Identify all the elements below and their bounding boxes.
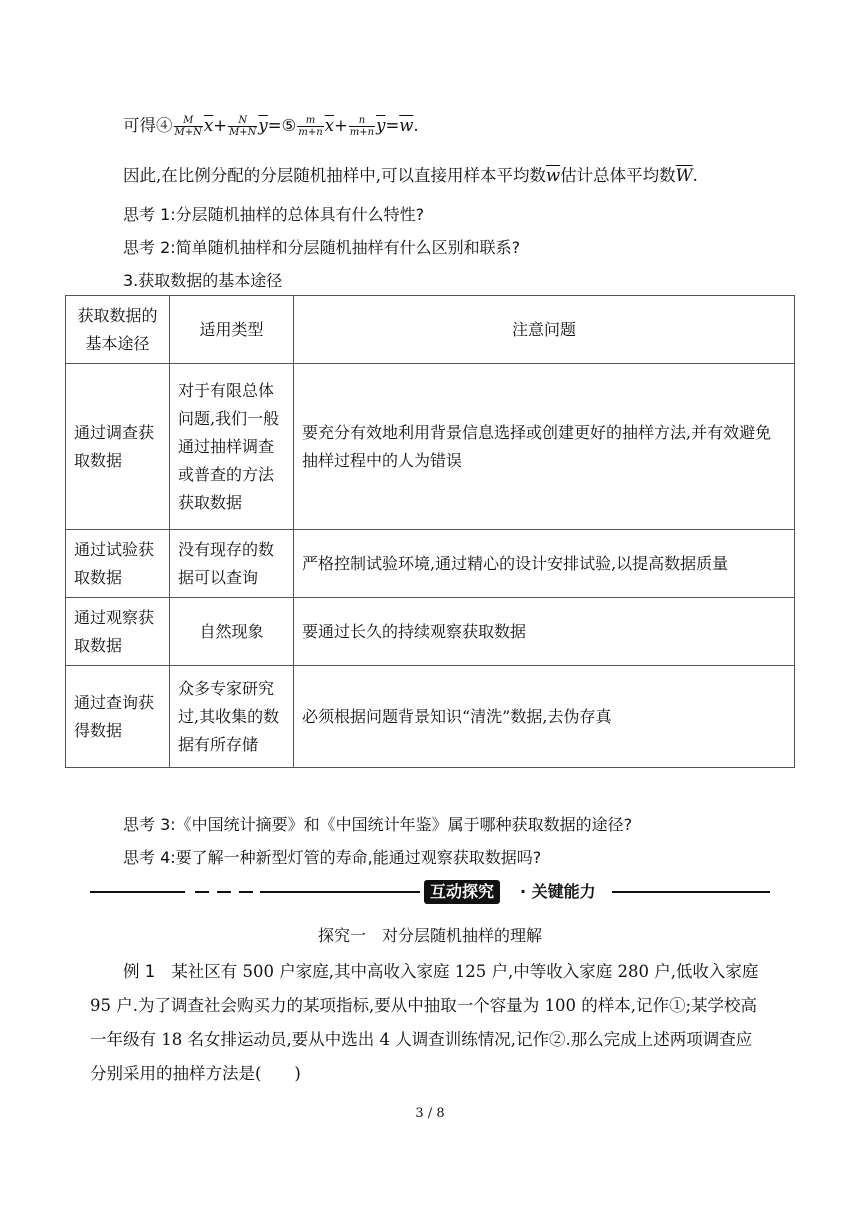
example-line-1: 例 1 某社区有 500 户家庭,其中高收入家庭 125 户,中等收入家庭 280 户,低收入家庭 (123, 962, 759, 981)
divider (195, 891, 209, 893)
table-cell: 严格控制试验环境,通过精心的设计安排试验,以提高数据质量 (294, 530, 795, 598)
table-cell: 通过查询获得数据 (66, 666, 170, 768)
table-cell: 要通过长久的持续观察获取数据 (294, 598, 795, 666)
table-cell: 通过调查获取数据 (66, 364, 170, 530)
page-number: 3 / 8 (415, 1106, 445, 1121)
banner-label: 互动探究 (424, 880, 500, 904)
table-header-cell: 注意问题 (294, 296, 795, 364)
example-label: 例 1 (123, 962, 156, 981)
fraction: $\frac{N}{M+N}$ (229, 115, 257, 138)
table-cell: 必须根据问题背景知识“清洗”数据,去伪存真 (294, 666, 795, 768)
example-line-3: 一年级有 18 名女排运动员,要从中选出 4 人调查训练情况,记作②.那么完成上述两项调查应 (90, 1030, 753, 1049)
section-banner (90, 880, 770, 904)
formula-line: 可得④ $\frac{M}{M+N}$ $\overline{x}+$ $\frac{N}{M+N}$ $\overline{y}=⑤$ $\frac{m}{m+n}$ $\overline{x}+$ $\frac{n}{m+n}$ $\overline{y}=\overline{w}$. (123, 115, 419, 138)
conclusion-line: 因此,在比例分配的分层随机抽样中,可以直接用样本平均数$\overline{w}$估计总体平均数$\overline{W}$. (123, 166, 698, 185)
table-row (66, 364, 795, 530)
table-header-cell: 适用类型 (170, 296, 294, 364)
example-line-4: 分别采用的抽样方法是( ) (90, 1064, 301, 1083)
think-question-4: 思考 4:要了解一种新型灯管的寿命,能通过观察获取数据吗? (123, 848, 542, 867)
banner-subtitle: · 关键能力 (520, 882, 596, 901)
table-cell: 众多专家研究过,其收集的数据有所存储 (170, 666, 294, 768)
divider (612, 891, 770, 893)
fraction: $\frac{m}{m+n}$ (298, 115, 323, 138)
fraction: $\frac{M}{M+N}$ (174, 115, 202, 138)
table-cell: 没有现存的数据可以查询 (170, 530, 294, 598)
data-acquisition-table (65, 295, 795, 768)
explore-title: 探究一 对分层随机抽样的理解 (317, 926, 542, 945)
table-header-row (66, 296, 795, 364)
section-title: 3.获取数据的基本途径 (123, 271, 283, 290)
divider (217, 891, 231, 893)
example-line-2: 95 户.为了调查社会购买力的某项指标,要从中抽取一个容量为 100 的样本,记作①;某学校高 (90, 996, 758, 1015)
divider (239, 891, 253, 893)
w-bar: $\overline{w}$ (399, 116, 414, 135)
table-cell: 通过观察获取数据 (66, 598, 170, 666)
table-row (66, 530, 795, 598)
table-row (66, 598, 795, 666)
table-cell: 自然现象 (170, 598, 294, 666)
table-cell: 对于有限总体问题,我们一般通过抽样调查或普查的方法获取数据 (170, 364, 294, 530)
table-cell: 通过试验获取数据 (66, 530, 170, 598)
fraction: $\frac{n}{m+n}$ (349, 115, 375, 138)
formula-prefix: 可得④ (123, 116, 173, 135)
divider (90, 891, 185, 893)
sample-mean-symbol: $\overline{w}$ (546, 166, 561, 185)
think-question-3: 思考 3:《中国统计摘要》和《中国统计年鉴》属于哪种获取数据的途径? (123, 815, 633, 834)
x-bar: $\overline{x}$ (203, 116, 214, 135)
y-bar: $\overline{y}$ (258, 116, 268, 135)
table-cell: 要充分有效地利用背景信息选择或创建更好的抽样方法,并有效避免抽样过程中的人为错误 (294, 364, 795, 530)
table-header-cell: 获取数据的基本途径 (66, 296, 170, 364)
think-question-1: 思考 1:分层随机抽样的总体具有什么特性? (123, 205, 425, 224)
think-question-2: 思考 2:简单随机抽样和分层随机抽样有什么区别和联系? (123, 238, 521, 257)
table-row (66, 666, 795, 768)
divider (260, 891, 420, 893)
population-mean-symbol: $\overline{W}$ (675, 166, 693, 185)
